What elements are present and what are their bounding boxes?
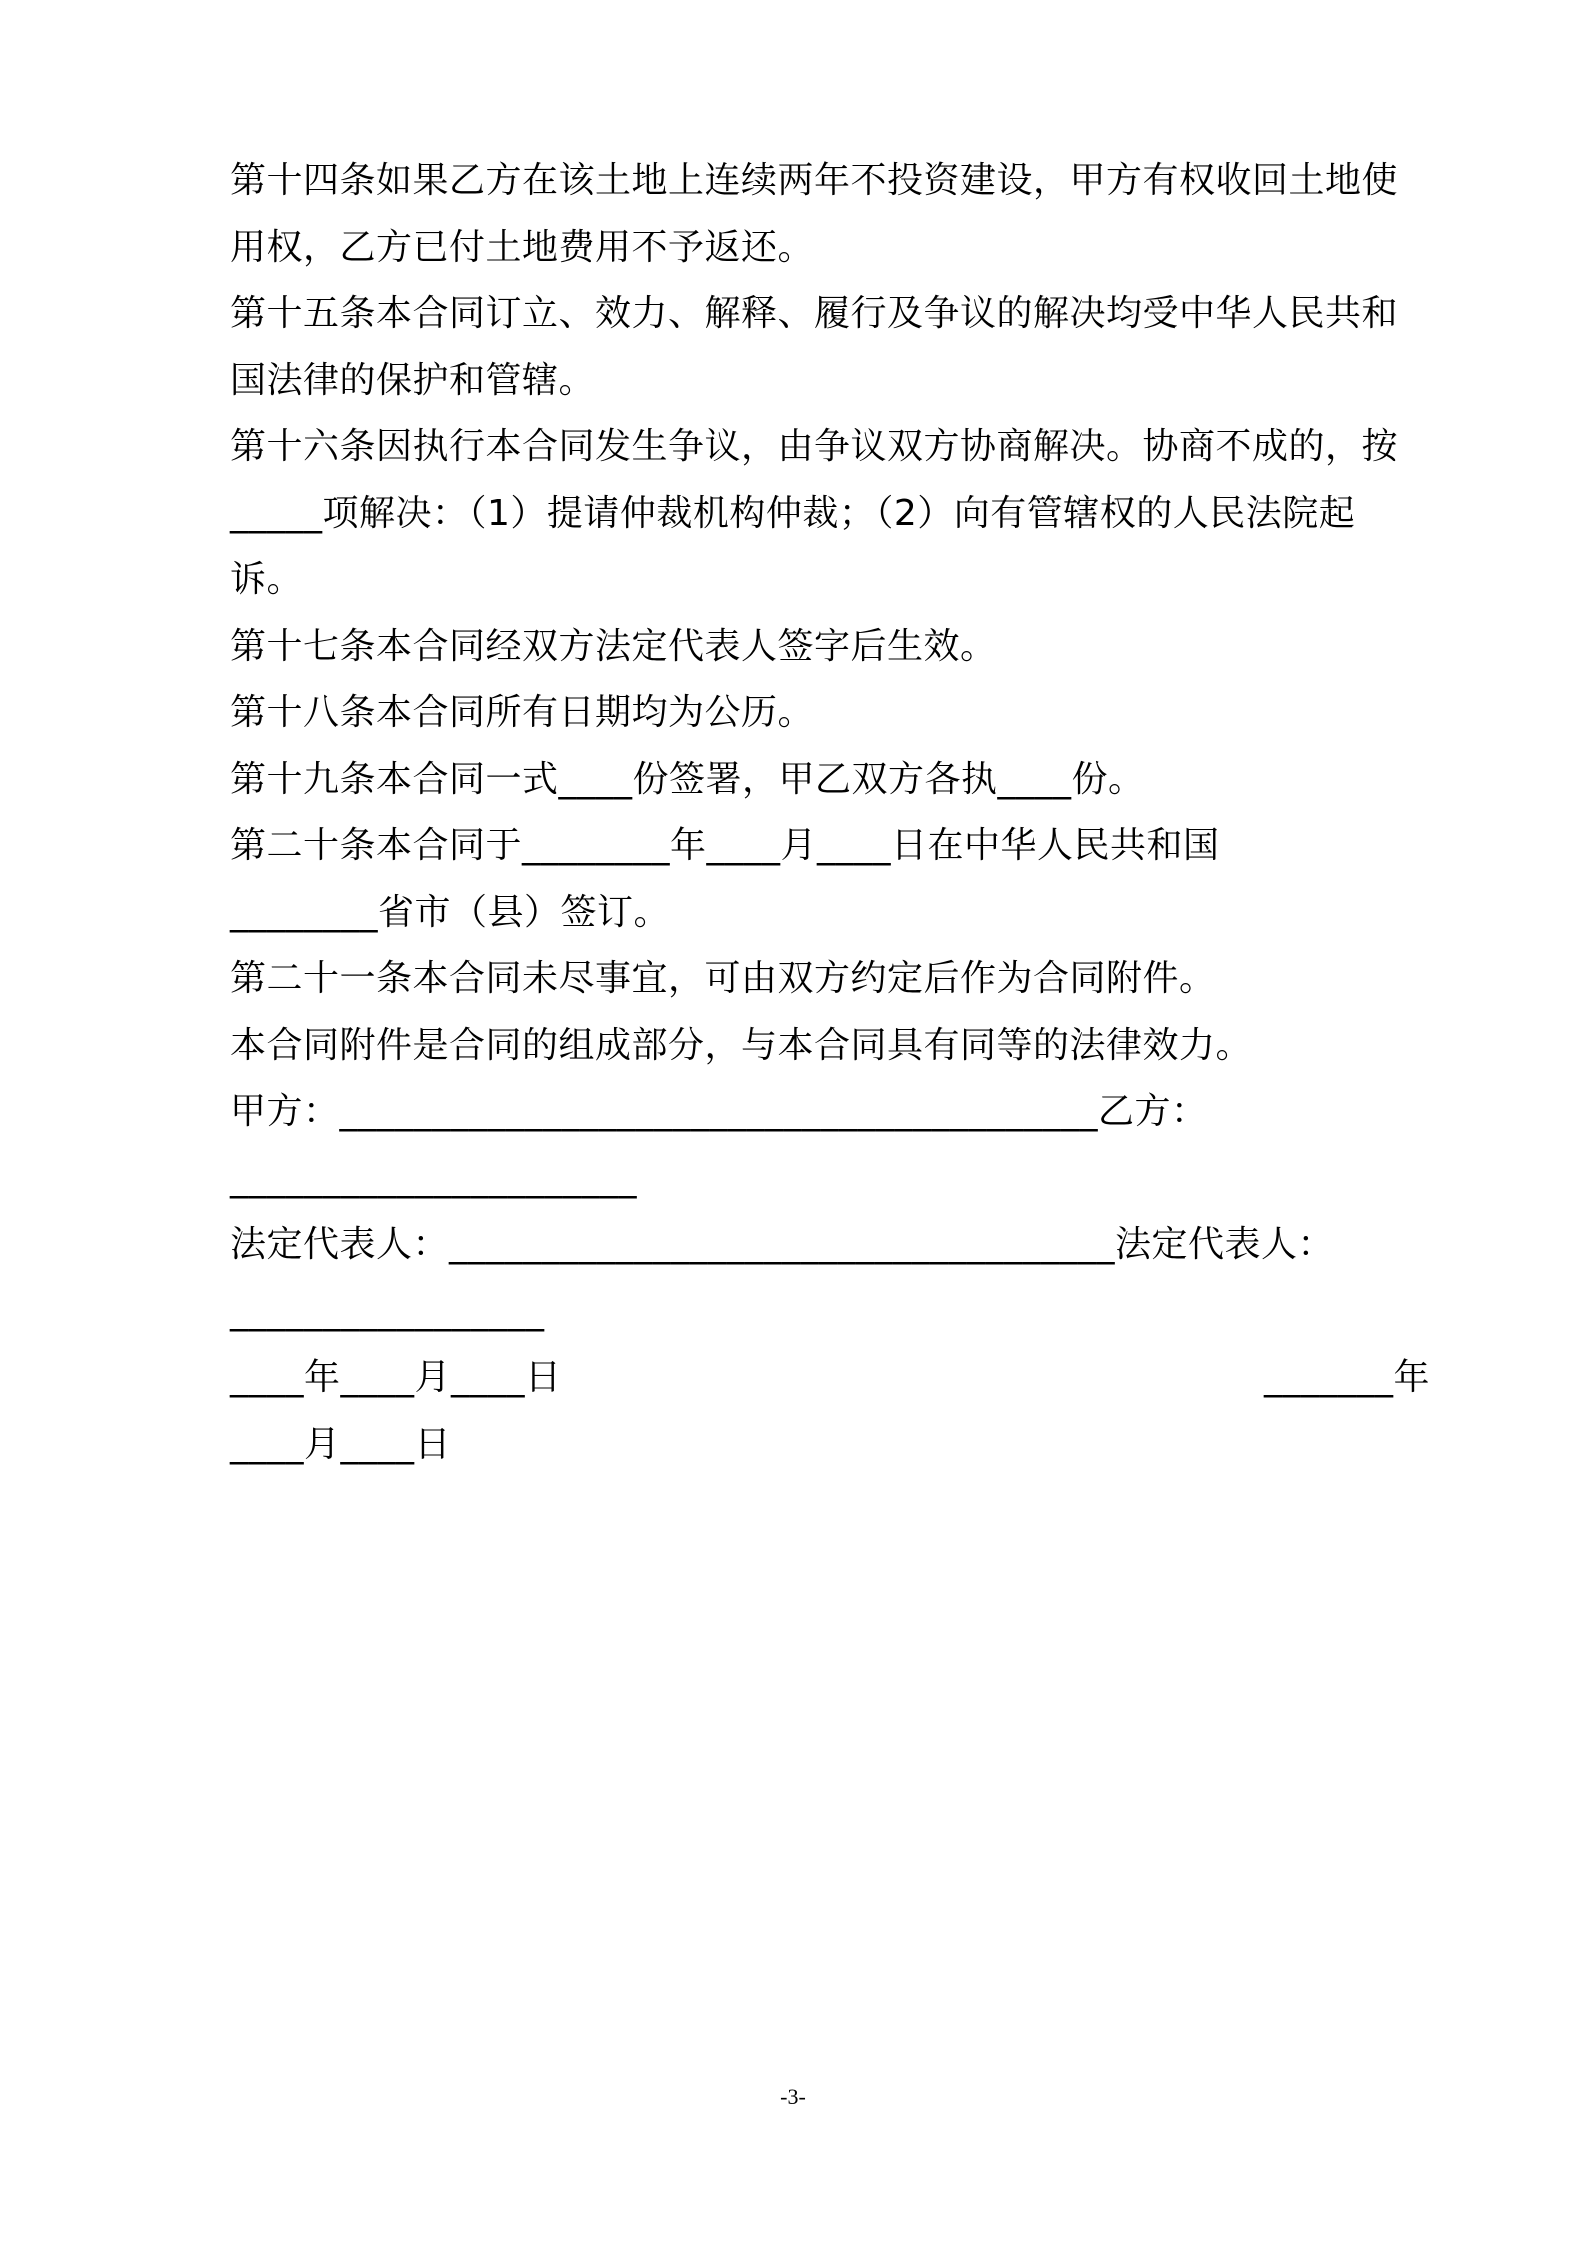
party-b-signature-blank: ______________________ [230, 1157, 637, 1199]
representative-signature-line: 法定代表人：____________________________________法定代表人： [230, 1224, 1335, 1265]
contract-body [230, 148, 1430, 1478]
party-signature-line: 甲方：_________________________________________乙方： [230, 1091, 1208, 1132]
clause-17: 第十七条本合同经双方法定代表人签字后生效。 [230, 625, 997, 667]
clause-18: 第十八条本合同所有日期均为公历。 [230, 692, 815, 733]
clause-15-line-2: 国法律的保护和管辖。 [230, 359, 596, 401]
party-a-date: ____年____月____日 [230, 1357, 562, 1398]
clause-19: 第十九条本合同一式____份签署，甲乙双方各执____份。 [230, 758, 1145, 800]
representative-b-blank: _________________ [230, 1290, 545, 1332]
annex-statement: 本合同附件是合同的组成部分，与本合同具有同等的法律效力。 [230, 1024, 1253, 1066]
clause-20-line-2: ________省市（县）签订。 [230, 891, 671, 933]
clause-14-line-2: 用权，乙方已付土地费用不予返还。 [230, 226, 815, 268]
party-b-date-continued: ____月____日 [230, 1423, 452, 1465]
party-b-date-year: _______年 [1263, 1357, 1430, 1398]
clause-14-line-1: 第十四条如果乙方在该土地上连续两年不投资建设，甲方有权收回土地使 [230, 160, 1399, 201]
clause-16-line-2: _____项解决：（1）提请仲裁机构仲裁；（2）向有管辖权的人民法院起 [230, 492, 1356, 534]
clause-20-line-1: 第二十条本合同于________年____月____日在中华人民共和国 [230, 825, 1220, 866]
signature-date-row [230, 1345, 1430, 1412]
clause-15-line-1: 第十五条本合同订立、效力、解释、履行及争议的解决均受中华人民共和 [230, 293, 1399, 334]
page-number: -3- [780, 2084, 806, 2109]
clause-16-line-3: 诉。 [230, 559, 304, 600]
clause-16-line-1: 第十六条因执行本合同发生争议，由争议双方协商解决。协商不成的，按 [230, 426, 1399, 467]
clause-21: 第二十一条本合同未尽事宜，可由双方约定后作为合同附件。 [230, 958, 1216, 999]
